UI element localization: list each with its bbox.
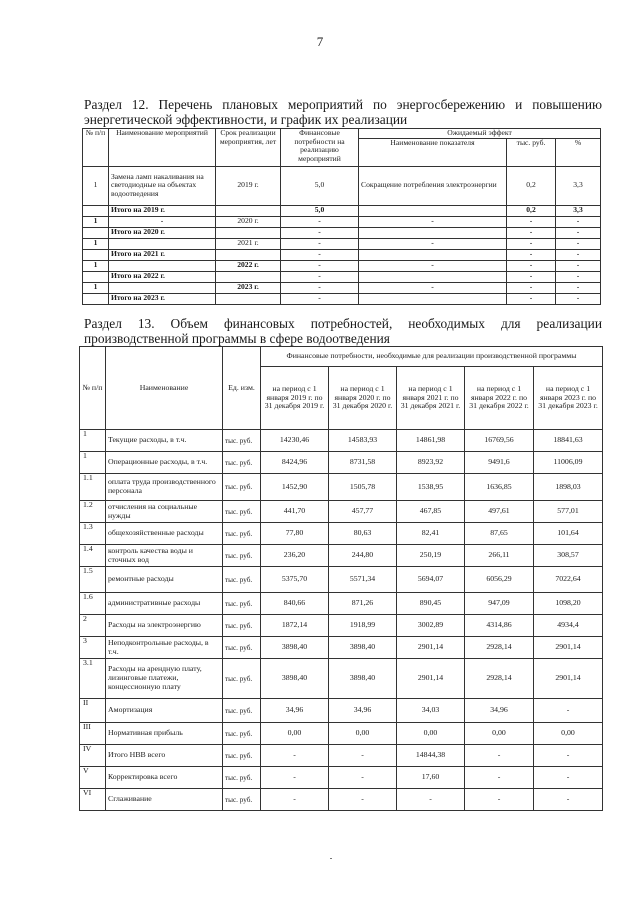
cell-pct: - bbox=[556, 238, 601, 249]
cell-finance: - bbox=[281, 260, 359, 271]
table-row bbox=[83, 205, 601, 216]
cell-num: 1.2 bbox=[80, 501, 106, 523]
cell-value: 8424,96 bbox=[261, 452, 329, 474]
table-row bbox=[80, 745, 603, 767]
cell-finance: - bbox=[281, 293, 359, 304]
cell-name: Нормативная прибыль bbox=[106, 723, 223, 745]
cell-term: 2022 г. bbox=[216, 260, 281, 271]
cell-finance: - bbox=[281, 282, 359, 293]
header-effect: Ожидаемый эффект bbox=[359, 129, 601, 139]
cell-name: Итого на 2020 г. bbox=[109, 227, 216, 238]
cell-rub: - bbox=[507, 249, 556, 260]
cell-value: 441,70 bbox=[261, 501, 329, 523]
cell-pct: 3,3 bbox=[556, 205, 601, 216]
cell-value: 1636,85 bbox=[465, 474, 534, 501]
cell-value: 34,96 bbox=[329, 699, 397, 723]
cell-name: Итого НВВ всего bbox=[106, 745, 223, 767]
cell-pct: - bbox=[556, 249, 601, 260]
table-row bbox=[80, 545, 603, 567]
cell-value: 3898,40 bbox=[261, 637, 329, 659]
cell-num: 1 bbox=[83, 238, 109, 249]
table-row bbox=[83, 166, 601, 205]
cell-value: - bbox=[465, 789, 534, 811]
cell-rub: - bbox=[507, 227, 556, 238]
cell-name bbox=[109, 282, 216, 293]
header-percent: % bbox=[556, 138, 601, 166]
cell-value: 8923,92 bbox=[397, 452, 465, 474]
cell-value: - bbox=[534, 789, 603, 811]
header-thousand-rub: тыс. руб. bbox=[507, 138, 556, 166]
cell-value: 17,60 bbox=[397, 767, 465, 789]
cell-value: - bbox=[465, 745, 534, 767]
cell-unit: тыс. руб. bbox=[223, 545, 261, 567]
cell-unit: тыс. руб. bbox=[223, 789, 261, 811]
cell-value: - bbox=[534, 699, 603, 723]
cell-finance: - bbox=[281, 227, 359, 238]
header-period-2023: на период с 1 января 2023 г. по 31 декабря 2023 г. bbox=[534, 367, 603, 430]
cell-value: 34,96 bbox=[465, 699, 534, 723]
cell-rub: - bbox=[507, 271, 556, 282]
cell-indicator: Сокращение потребления электроэнергии bbox=[359, 166, 507, 205]
cell-name: оплата труда производственного персонала bbox=[106, 474, 223, 501]
table-row bbox=[80, 501, 603, 523]
header-finance-group: Финансовые потребности, необходимые для реализации производственной программы bbox=[261, 347, 603, 367]
cell-value: 82,41 bbox=[397, 523, 465, 545]
cell-term: 2023 г. bbox=[216, 282, 281, 293]
header-period-2019: на период с 1 января 2019 г. по 31 декабря 2019 г. bbox=[261, 367, 329, 430]
cell-num: 1.5 bbox=[80, 567, 106, 593]
cell-value: 308,57 bbox=[534, 545, 603, 567]
cell-num: 1 bbox=[83, 260, 109, 271]
cell-pct: - bbox=[556, 216, 601, 227]
cell-value: 16769,56 bbox=[465, 430, 534, 452]
table-row bbox=[83, 227, 601, 238]
cell-name: Неподконтрольные расходы, в т.ч. bbox=[106, 637, 223, 659]
cell-name: ремонтные расходы bbox=[106, 567, 223, 593]
cell-value: 250,19 bbox=[397, 545, 465, 567]
cell-name: Расходы на арендную плату, лизинговые платежи, концессионную плату bbox=[106, 659, 223, 699]
cell-term bbox=[216, 293, 281, 304]
cell-indicator bbox=[359, 227, 507, 238]
cell-value: - bbox=[465, 767, 534, 789]
cell-pct: - bbox=[556, 227, 601, 238]
cell-term bbox=[216, 205, 281, 216]
cell-value: - bbox=[534, 767, 603, 789]
cell-value: - bbox=[329, 789, 397, 811]
cell-value: 1098,20 bbox=[534, 593, 603, 615]
cell-finance: - bbox=[281, 216, 359, 227]
table-row bbox=[83, 282, 601, 293]
cell-value: 1505,78 bbox=[329, 474, 397, 501]
table-row bbox=[80, 767, 603, 789]
cell-indicator: - bbox=[359, 216, 507, 227]
cell-num bbox=[83, 293, 109, 304]
table-row bbox=[83, 293, 601, 304]
cell-unit: тыс. руб. bbox=[223, 637, 261, 659]
cell-unit: тыс. руб. bbox=[223, 699, 261, 723]
header-period-2021: на период с 1 января 2021 г. по 31 декабря 2021 г. bbox=[397, 367, 465, 430]
cell-num: VI bbox=[80, 789, 106, 811]
cell-num: V bbox=[80, 767, 106, 789]
cell-value: 11006,09 bbox=[534, 452, 603, 474]
header-num: № п/п bbox=[80, 347, 106, 430]
table-row bbox=[80, 789, 603, 811]
cell-term: 2020 г. bbox=[216, 216, 281, 227]
table-row bbox=[80, 567, 603, 593]
cell-finance: - bbox=[281, 238, 359, 249]
cell-name: общехозяйственные расходы bbox=[106, 523, 223, 545]
header-indicator: Наименование показателя bbox=[359, 138, 507, 166]
table-row bbox=[83, 249, 601, 260]
cell-finance: - bbox=[281, 271, 359, 282]
cell-value: 890,45 bbox=[397, 593, 465, 615]
cell-num bbox=[83, 227, 109, 238]
cell-value: 18841,63 bbox=[534, 430, 603, 452]
cell-num: 2 bbox=[80, 615, 106, 637]
cell-unit: тыс. руб. bbox=[223, 474, 261, 501]
cell-num bbox=[83, 205, 109, 216]
cell-value: 80,63 bbox=[329, 523, 397, 545]
cell-finance: 5,0 bbox=[281, 205, 359, 216]
cell-term: 2019 г. bbox=[216, 166, 281, 205]
cell-num: 1 bbox=[80, 452, 106, 474]
cell-pct: 3,3 bbox=[556, 166, 601, 205]
cell-indicator: - bbox=[359, 282, 507, 293]
cell-pct: - bbox=[556, 271, 601, 282]
cell-num: III bbox=[80, 723, 106, 745]
cell-unit: тыс. руб. bbox=[223, 767, 261, 789]
cell-value: 0,00 bbox=[329, 723, 397, 745]
table-row bbox=[83, 260, 601, 271]
table-row bbox=[80, 699, 603, 723]
cell-unit: тыс. руб. bbox=[223, 523, 261, 545]
cell-unit: тыс. руб. bbox=[223, 745, 261, 767]
cell-value: 2901,14 bbox=[397, 637, 465, 659]
cell-name: Итого на 2023 г. bbox=[109, 293, 216, 304]
cell-name: административные расходы bbox=[106, 593, 223, 615]
cell-unit: тыс. руб. bbox=[223, 593, 261, 615]
cell-value: 34,96 bbox=[261, 699, 329, 723]
cell-name: Корректировка всего bbox=[106, 767, 223, 789]
cell-term bbox=[216, 227, 281, 238]
cell-num: 1.6 bbox=[80, 593, 106, 615]
cell-indicator bbox=[359, 271, 507, 282]
cell-unit: тыс. руб. bbox=[223, 567, 261, 593]
cell-value: 5571,34 bbox=[329, 567, 397, 593]
cell-value: 244,80 bbox=[329, 545, 397, 567]
cell-value: 2901,14 bbox=[534, 659, 603, 699]
cell-num bbox=[83, 271, 109, 282]
cell-finance: - bbox=[281, 249, 359, 260]
cell-num: 1 bbox=[83, 282, 109, 293]
cell-value: 14230,46 bbox=[261, 430, 329, 452]
table-row bbox=[80, 637, 603, 659]
cell-value: 14844,38 bbox=[397, 745, 465, 767]
section-12-table bbox=[82, 128, 601, 305]
table-row bbox=[80, 659, 603, 699]
cell-name: Итого на 2022 г. bbox=[109, 271, 216, 282]
header-period-2020: на период с 1 января 2020 г. по 31 декабря 2020 г. bbox=[329, 367, 397, 430]
cell-value: 497,61 bbox=[465, 501, 534, 523]
cell-rub: - bbox=[507, 216, 556, 227]
cell-unit: тыс. руб. bbox=[223, 659, 261, 699]
cell-num: 1.1 bbox=[80, 474, 106, 501]
cell-value: - bbox=[261, 789, 329, 811]
cell-name: Расходы на электроэнергию bbox=[106, 615, 223, 637]
cell-pct: - bbox=[556, 293, 601, 304]
cell-value: 947,09 bbox=[465, 593, 534, 615]
cell-value: 266,11 bbox=[465, 545, 534, 567]
cell-num: 3.1 bbox=[80, 659, 106, 699]
cell-finance: 5,0 bbox=[281, 166, 359, 205]
cell-unit: тыс. руб. bbox=[223, 430, 261, 452]
cell-value: 0,00 bbox=[465, 723, 534, 745]
cell-value: 1538,95 bbox=[397, 474, 465, 501]
cell-rub: - bbox=[507, 238, 556, 249]
cell-value: - bbox=[534, 745, 603, 767]
cell-name: контроль качества воды и сточных вод bbox=[106, 545, 223, 567]
cell-value: 1898,03 bbox=[534, 474, 603, 501]
header-period-2022: на период с 1 января 2022 г. по 31 декабря 2022 г. bbox=[465, 367, 534, 430]
cell-name: отчисления на социальные нужды bbox=[106, 501, 223, 523]
cell-term bbox=[216, 271, 281, 282]
cell-value: 87,65 bbox=[465, 523, 534, 545]
cell-name bbox=[109, 238, 216, 249]
cell-value: 0,00 bbox=[534, 723, 603, 745]
section-13-heading: Раздел 13. Объем финансовых потребностей, необходимых для реализации производственной программы в сфере водоотведения bbox=[84, 316, 602, 346]
cell-value: 6056,29 bbox=[465, 567, 534, 593]
cell-num bbox=[83, 249, 109, 260]
cell-pct: - bbox=[556, 282, 601, 293]
header-name: Наименование bbox=[106, 347, 223, 430]
cell-value: - bbox=[329, 767, 397, 789]
cell-value: 4934,4 bbox=[534, 615, 603, 637]
cell-num: 1.3 bbox=[80, 523, 106, 545]
cell-value: 34,03 bbox=[397, 699, 465, 723]
cell-name: Операционные расходы, в т.ч. bbox=[106, 452, 223, 474]
cell-value: 2901,14 bbox=[397, 659, 465, 699]
section-13-table bbox=[79, 346, 603, 811]
cell-num: 1 bbox=[80, 430, 106, 452]
table-row bbox=[80, 474, 603, 501]
section-12-heading: Раздел 12. Перечень плановых мероприятий по энергосбережению и повышению энергетической эффективности, и график их реализации bbox=[84, 97, 602, 127]
cell-name: Текущие расходы, в т.ч. bbox=[106, 430, 223, 452]
header-name: Наименование мероприятий bbox=[109, 129, 216, 167]
cell-value: - bbox=[329, 745, 397, 767]
header-num: № п/п bbox=[83, 129, 109, 167]
cell-value: 4314,86 bbox=[465, 615, 534, 637]
cell-name: Итого на 2019 г. bbox=[109, 205, 216, 216]
cell-indicator bbox=[359, 205, 507, 216]
cell-value: 14583,93 bbox=[329, 430, 397, 452]
cell-term bbox=[216, 249, 281, 260]
cell-value: 457,77 bbox=[329, 501, 397, 523]
table-row bbox=[80, 430, 603, 452]
header-unit: Ед. изм. bbox=[223, 347, 261, 430]
cell-value: 2928,14 bbox=[465, 659, 534, 699]
cell-value: 840,66 bbox=[261, 593, 329, 615]
cell-value: - bbox=[397, 789, 465, 811]
cell-value: 5375,70 bbox=[261, 567, 329, 593]
cell-unit: тыс. руб. bbox=[223, 723, 261, 745]
cell-value: 3002,89 bbox=[397, 615, 465, 637]
cell-value: 1918,99 bbox=[329, 615, 397, 637]
header-finance: Финансовые потребности на реализацию мероприятий bbox=[281, 129, 359, 167]
scan-mark bbox=[330, 858, 332, 859]
cell-rub: - bbox=[507, 260, 556, 271]
cell-value: 0,00 bbox=[261, 723, 329, 745]
cell-value: 2901,14 bbox=[534, 637, 603, 659]
table-row bbox=[80, 593, 603, 615]
cell-value: 5694,07 bbox=[397, 567, 465, 593]
cell-value: 1452,90 bbox=[261, 474, 329, 501]
table-row bbox=[80, 723, 603, 745]
cell-rub: 0,2 bbox=[507, 166, 556, 205]
cell-num: 1 bbox=[83, 166, 109, 205]
cell-indicator: - bbox=[359, 260, 507, 271]
cell-indicator: - bbox=[359, 238, 507, 249]
table-row bbox=[80, 523, 603, 545]
cell-value: 3898,40 bbox=[261, 659, 329, 699]
cell-value: 871,26 bbox=[329, 593, 397, 615]
cell-num: 3 bbox=[80, 637, 106, 659]
table-row bbox=[83, 271, 601, 282]
cell-indicator bbox=[359, 293, 507, 304]
table-row bbox=[80, 452, 603, 474]
cell-rub: - bbox=[507, 282, 556, 293]
cell-unit: тыс. руб. bbox=[223, 452, 261, 474]
cell-value: 0,00 bbox=[397, 723, 465, 745]
cell-name: Амортизация bbox=[106, 699, 223, 723]
table-row bbox=[80, 615, 603, 637]
cell-value: - bbox=[261, 767, 329, 789]
cell-num: II bbox=[80, 699, 106, 723]
header-term: Срок реализации мероприятия, лет bbox=[216, 129, 281, 167]
cell-value: 14861,98 bbox=[397, 430, 465, 452]
cell-num: 1.4 bbox=[80, 545, 106, 567]
cell-value: 467,85 bbox=[397, 501, 465, 523]
cell-value: 101,64 bbox=[534, 523, 603, 545]
cell-unit: тыс. руб. bbox=[223, 501, 261, 523]
cell-value: 2928,14 bbox=[465, 637, 534, 659]
cell-pct: - bbox=[556, 260, 601, 271]
cell-name: Сглаживание bbox=[106, 789, 223, 811]
cell-name: Замена ламп накаливания на светодиодные на объектах водоотведения bbox=[109, 166, 216, 205]
cell-value: 577,01 bbox=[534, 501, 603, 523]
cell-name: Итого на 2021 г. bbox=[109, 249, 216, 260]
cell-num: 1 bbox=[83, 216, 109, 227]
table-row bbox=[83, 216, 601, 227]
cell-value: - bbox=[261, 745, 329, 767]
cell-value: 9491,6 bbox=[465, 452, 534, 474]
cell-term: 2021 г. bbox=[216, 238, 281, 249]
cell-value: 3898,40 bbox=[329, 637, 397, 659]
cell-value: 1872,14 bbox=[261, 615, 329, 637]
page-number: 7 bbox=[316, 34, 324, 49]
cell-value: 236,20 bbox=[261, 545, 329, 567]
cell-rub: 0,2 bbox=[507, 205, 556, 216]
cell-value: 77,80 bbox=[261, 523, 329, 545]
cell-indicator bbox=[359, 249, 507, 260]
cell-name bbox=[109, 260, 216, 271]
cell-value: 7022,64 bbox=[534, 567, 603, 593]
cell-value: 3898,40 bbox=[329, 659, 397, 699]
cell-name: - bbox=[109, 216, 216, 227]
table-row bbox=[83, 238, 601, 249]
cell-value: 8731,58 bbox=[329, 452, 397, 474]
cell-rub: - bbox=[507, 293, 556, 304]
cell-unit: тыс. руб. bbox=[223, 615, 261, 637]
cell-num: IV bbox=[80, 745, 106, 767]
